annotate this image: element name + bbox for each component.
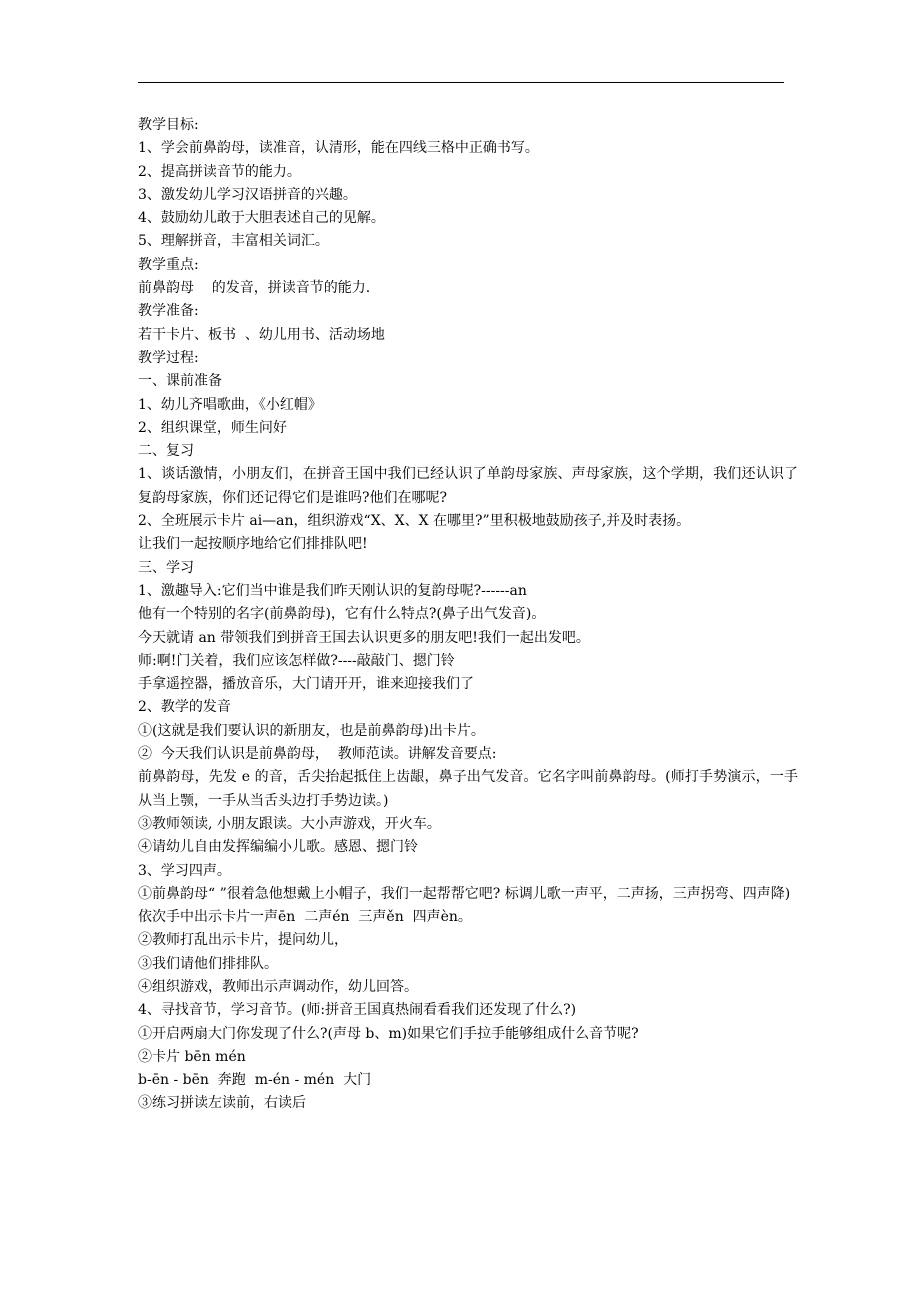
paragraph: 2、组织课堂，师生问好 [138,419,287,436]
heading-process: 教学过程: [138,349,199,366]
paragraph: ②教师打乱出示卡片，提问幼儿， [138,932,348,949]
paragraph: 2、教学的发音 [138,699,231,716]
paragraph: 4、寻找音节，学习音节。(师:拼音王国真热闹看看我们还发现了什么?) [138,1002,577,1019]
paragraph: 今天就请 an 带领我们到拼音王国去认识更多的朋友吧!我们一起出发吧。 [138,629,590,646]
paragraph: 1、幼儿齐唱歌曲，《小红帽》 [138,396,322,413]
heading-preparation: 教学准备: [138,303,199,320]
paragraph: 前鼻韵母 的发音，拼读音节的能力. [138,280,371,297]
goal-item: 1、学会前鼻韵母，读准音，认清形，能在四线三格中正确书写。 [138,140,539,157]
paragraph: ②卡片 bēn mén [138,1048,246,1065]
paragraph: 3、学习四声。 [138,862,231,879]
section-heading: 二、复习 [138,443,194,460]
section-heading: 一、课前准备 [138,373,222,390]
section-heading: 三、学习 [138,559,194,576]
goal-item: 4、鼓励幼儿敢于大胆表述自己的见解。 [138,210,385,227]
paragraph: 前鼻韵母，先发 e 的音，舌尖抬起抵住上齿龈，鼻子出气发音。它名字叫前鼻韵母。(师打手势演示，一手从当上颚，一手从当舌头边打手势边读。) [138,769,798,809]
paragraph: 1、激趣导入:它们当中谁是我们昨天刚认识的复韵母呢?------an [138,582,527,599]
paragraph: 让我们一起按顺序地给它们排排队吧! [138,536,368,553]
paragraph: ①开启两扇大门你发现了什么?(声母 b、m)如果它们手拉手能够组成什么音节呢? [138,1025,639,1042]
paragraph: 1、谈话激情，小朋友们，在拼音王国中我们已经认识了单韵母家族、声母家族，这个学期，我们还认识了复韵母家族，你们还记得它们是谁吗?他们在哪呢? [138,466,798,506]
goal-item: 5、理解拼音，丰富相关词汇。 [138,233,329,250]
goal-item: 2、提高拼读音节的能力。 [138,163,301,180]
paragraph: 手拿遥控器，播放音乐，大门请开开，谁来迎接我们了 [138,676,474,693]
document-body [138,114,798,1116]
paragraph: 他有一个特别的名字(前鼻韵母)，它有什么特点?(鼻子出气发音)。 [138,606,546,623]
paragraph: b-ēn - bēn 奔跑 m-én - mén 大门 [138,1072,372,1089]
heading-key-points: 教学重点: [138,256,199,273]
paragraph: 若干卡片、板书 、幼儿用书、活动场地 [138,326,385,343]
paragraph: ② 今天我们认识是前鼻韵母， 教师范读。讲解发音要点: [138,746,497,763]
paragraph: ①(这就是我们要认识的新朋友，也是前鼻韵母)出卡片。 [138,722,485,739]
paragraph: ③练习拼读左读前，右读后 [138,1095,306,1112]
paragraph: ③我们请他们排排队。 [138,955,278,972]
goal-item: 3、激发幼儿学习汉语拼音的兴趣。 [138,186,357,203]
paragraph: ①前鼻韵母“ ”很着急他想戴上小帽子，我们一起帮帮它吧? 标调儿歌一声平，二声扬，三声拐弯、四声降) [138,885,791,902]
paragraph: 师:啊!门关着，我们应该怎样做?----敲敲门、摁门铃 [138,652,455,669]
heading-teaching-goals: 教学目标: [138,117,199,133]
paragraph: 依次手中出示卡片一声ēn 二声én 三声ěn 四声èn。 [138,909,472,926]
paragraph: ③教师领读, 小朋友跟读。大小声游戏，开火车。 [138,815,441,832]
paragraph: 2、全班展示卡片 ai—an，组织游戏“X、X、X 在哪里?”里积极地鼓励孩子,并及时表扬。 [138,513,691,530]
paragraph: ④请幼儿自由发挥编编小儿歌。感恩、摁门铃 [138,839,418,856]
header-rule [138,82,784,83]
paragraph: ④组织游戏，教师出示声调动作，幼儿回答。 [138,978,418,995]
